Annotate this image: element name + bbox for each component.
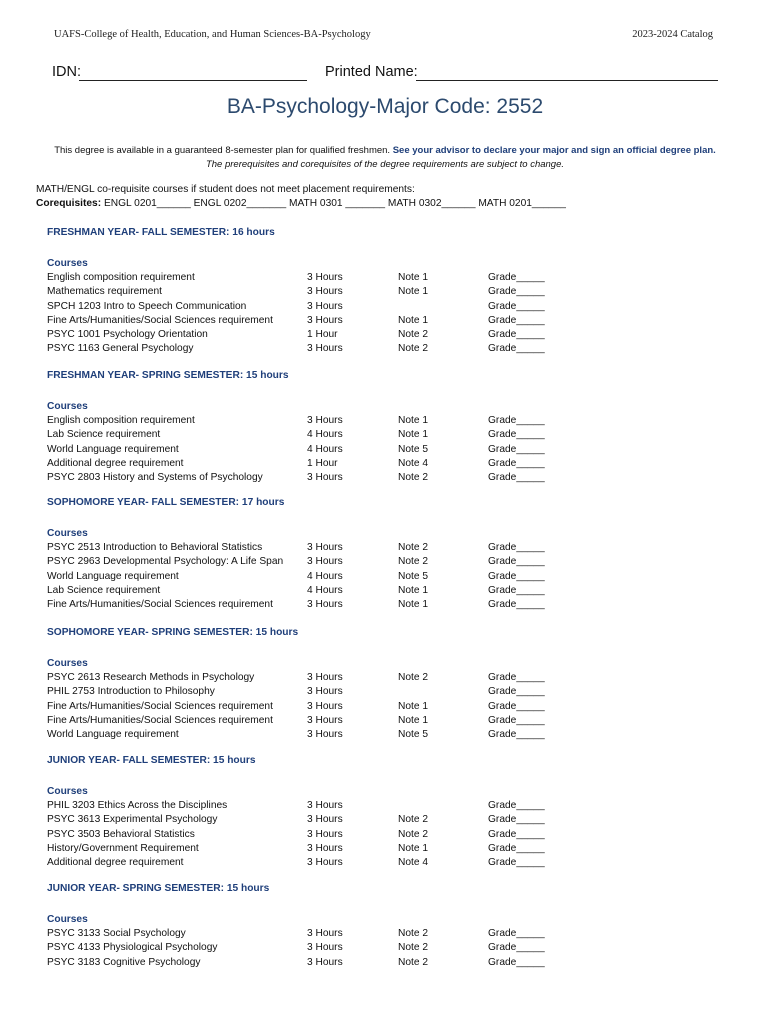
- course-grade-field[interactable]: Grade_____: [488, 343, 545, 355]
- course-grade-field[interactable]: Grade_____: [488, 686, 545, 698]
- corequisites-block: [36, 183, 566, 211]
- course-name: SPCH 1203 Intro to Speech Communication: [47, 300, 247, 312]
- course-name: Fine Arts/Humanities/Social Sciences requirement: [47, 599, 273, 611]
- course-note: Note 2: [398, 343, 429, 355]
- course-grade-field[interactable]: Grade_____: [488, 556, 545, 568]
- course-row: [47, 598, 747, 612]
- course-name: World Language requirement: [47, 729, 179, 741]
- course-hours: 3 Hours: [307, 599, 343, 611]
- course-name: PSYC 1001 Psychology Orientation: [47, 329, 208, 341]
- course-hours: 3 Hours: [307, 314, 343, 326]
- course-hours: 3 Hours: [307, 729, 343, 741]
- course-grade-field[interactable]: Grade_____: [488, 700, 545, 712]
- course-grade-field[interactable]: Grade_____: [488, 800, 545, 811]
- course-row: [47, 457, 747, 471]
- course-grade-field[interactable]: Grade_____: [488, 956, 545, 968]
- course-hours: 3 Hours: [307, 928, 343, 939]
- course-name: Mathematics requirement: [47, 286, 162, 298]
- course-note: Note 2: [398, 828, 429, 840]
- catalog-header-program: UAFS-College of Health, Education, and Human Sciences-BA-Psychology: [54, 29, 371, 40]
- course-row: [47, 714, 747, 728]
- course-note: Note 5: [398, 443, 429, 455]
- course-grade-field[interactable]: Grade_____: [488, 942, 545, 954]
- semester-title: FRESHMAN YEAR- SPRING SEMESTER: 15 hours: [47, 370, 289, 381]
- course-note: Note 2: [398, 928, 429, 939]
- printed-name-field-line[interactable]: [416, 80, 718, 81]
- page-title: BA-Psychology-Major Code: 2552: [226, 95, 544, 118]
- intro-disclaimer: The prerequisites and corequisites of the degree requirements are subject to change.: [205, 159, 565, 170]
- course-hours: 3 Hours: [307, 700, 343, 712]
- course-row: [47, 285, 747, 299]
- course-note: Note 2: [398, 672, 429, 683]
- semester-title: JUNIOR YEAR- SPRING SEMESTER: 15 hours: [47, 883, 270, 894]
- course-row: [47, 728, 747, 742]
- course-row: [47, 842, 747, 856]
- course-hours: 3 Hours: [307, 686, 343, 698]
- semester-block: [47, 627, 747, 742]
- course-note: Note 1: [398, 314, 429, 326]
- course-row: [47, 700, 747, 714]
- course-note: Note 1: [398, 842, 429, 854]
- course-name: Additional degree requirement: [47, 857, 184, 869]
- course-name: PSYC 4133 Physiological Psychology: [47, 942, 218, 954]
- course-hours: 3 Hours: [307, 415, 343, 426]
- course-hours: 3 Hours: [307, 842, 343, 854]
- course-name: Fine Arts/Humanities/Social Sciences requirement: [47, 714, 273, 726]
- course-name: History/Government Requirement: [47, 842, 199, 854]
- course-note: Note 1: [398, 429, 429, 441]
- course-row: [47, 956, 747, 970]
- course-note: Note 5: [398, 570, 429, 582]
- coreq-intro: MATH/ENGL co-requisite courses if student does not meet placement requirements:: [36, 184, 415, 195]
- courses-heading: Courses: [47, 658, 88, 669]
- intro-text: [0, 144, 770, 172]
- course-row: [47, 927, 747, 941]
- course-note: Note 2: [398, 556, 429, 568]
- course-name: PSYC 3503 Behavioral Statistics: [47, 828, 195, 840]
- course-name: PSYC 1163 General Psychology: [47, 343, 194, 355]
- course-grade-field[interactable]: Grade_____: [488, 842, 545, 854]
- course-hours: 3 Hours: [307, 857, 343, 869]
- course-note: Note 2: [398, 942, 429, 954]
- course-grade-field[interactable]: Grade_____: [488, 443, 545, 455]
- course-row: [47, 541, 747, 555]
- course-row: [47, 342, 747, 356]
- course-grade-field[interactable]: Grade_____: [488, 272, 545, 283]
- course-grade-field[interactable]: Grade_____: [488, 415, 545, 426]
- course-grade-field[interactable]: Grade_____: [488, 429, 545, 441]
- course-grade-field[interactable]: Grade_____: [488, 542, 545, 553]
- course-note: Note 1: [398, 584, 429, 596]
- courses-heading: Courses: [47, 914, 88, 925]
- course-row: [47, 856, 747, 870]
- course-hours: 4 Hours: [307, 570, 343, 582]
- course-hours: 3 Hours: [307, 556, 343, 568]
- course-hours: 3 Hours: [307, 956, 343, 968]
- course-hours: 3 Hours: [307, 828, 343, 840]
- idn-label: IDN:: [52, 64, 81, 80]
- courses-heading: Courses: [47, 401, 88, 412]
- course-hours: 4 Hours: [307, 443, 343, 455]
- course-row: [47, 471, 747, 485]
- semester-block: [47, 883, 747, 970]
- course-note: Note 2: [398, 329, 429, 341]
- course-grade-field[interactable]: Grade_____: [488, 472, 545, 484]
- course-row: [47, 570, 747, 584]
- course-row: [47, 300, 747, 314]
- semester-title: JUNIOR YEAR- FALL SEMESTER: 15 hours: [47, 755, 256, 766]
- course-row: [47, 555, 747, 569]
- course-name: Fine Arts/Humanities/Social Sciences requirement: [47, 314, 273, 326]
- course-hours: 3 Hours: [307, 300, 343, 312]
- course-hours: 3 Hours: [307, 472, 343, 484]
- course-name: English composition requirement: [47, 272, 195, 283]
- course-note: Note 4: [398, 457, 429, 469]
- course-grade-field[interactable]: Grade_____: [488, 857, 545, 869]
- course-row: [47, 685, 747, 699]
- course-grade-field[interactable]: Grade_____: [488, 928, 545, 939]
- semester-block: [47, 755, 747, 870]
- course-hours: 4 Hours: [307, 584, 343, 596]
- course-row: [47, 799, 747, 813]
- course-row: [47, 328, 747, 342]
- course-note: Note 1: [398, 714, 429, 726]
- course-note: Note 4: [398, 857, 429, 869]
- courses-heading: Courses: [47, 528, 88, 539]
- course-grade-field[interactable]: Grade_____: [488, 828, 545, 840]
- course-hours: 1 Hour: [307, 457, 338, 469]
- course-name: PSYC 2613 Research Methods in Psychology: [47, 672, 255, 683]
- course-grade-field[interactable]: Grade_____: [488, 599, 545, 611]
- semester-title: SOPHOMORE YEAR- FALL SEMESTER: 17 hours: [47, 497, 285, 508]
- course-row: [47, 314, 747, 328]
- semester-title: FRESHMAN YEAR- FALL SEMESTER: 16 hours: [47, 227, 275, 238]
- intro-advisor-note: See your advisor to declare your major and sign an official degree plan.: [392, 145, 716, 156]
- course-name: PSYC 2803 History and Systems of Psychology: [47, 472, 263, 484]
- course-row: [47, 443, 747, 457]
- printed-name-label: Printed Name:: [325, 64, 418, 80]
- course-hours: 4 Hours: [307, 429, 343, 441]
- course-name: PSYC 3183 Cognitive Psychology: [47, 956, 201, 968]
- course-hours: 3 Hours: [307, 800, 343, 811]
- course-name: PSYC 2513 Introduction to Behavioral Statistics: [47, 542, 263, 553]
- course-note: Note 2: [398, 472, 429, 484]
- course-note: Note 2: [398, 956, 429, 968]
- course-name: Lab Science requirement: [47, 584, 161, 596]
- course-row: [47, 428, 747, 442]
- course-name: Additional degree requirement: [47, 457, 184, 469]
- idn-field-line[interactable]: [79, 80, 307, 81]
- course-grade-field[interactable]: Grade_____: [488, 584, 545, 596]
- course-row: [47, 414, 747, 428]
- course-grade-field[interactable]: Grade_____: [488, 714, 545, 726]
- courses-heading: Courses: [47, 786, 88, 797]
- course-note: Note 1: [398, 415, 429, 426]
- course-note: Note 1: [398, 272, 429, 283]
- semester-block: [47, 497, 747, 612]
- course-grade-field[interactable]: Grade_____: [488, 729, 545, 741]
- course-name: PSYC 3613 Experimental Psychology: [47, 814, 218, 826]
- course-name: World Language requirement: [47, 443, 179, 455]
- course-grade-field[interactable]: Grade_____: [488, 814, 545, 826]
- course-row: [47, 584, 747, 598]
- course-hours: 3 Hours: [307, 542, 343, 553]
- course-row: [47, 941, 747, 955]
- course-name: World Language requirement: [47, 570, 179, 582]
- course-note: Note 1: [398, 700, 429, 712]
- semester-title: SOPHOMORE YEAR- SPRING SEMESTER: 15 hours: [47, 627, 299, 638]
- course-row: [47, 828, 747, 842]
- course-hours: 3 Hours: [307, 672, 343, 683]
- course-note: Note 2: [398, 814, 429, 826]
- course-row: [47, 271, 747, 285]
- course-name: PHIL 2753 Introduction to Philosophy: [47, 686, 215, 698]
- course-name: PSYC 2963 Developmental Psychology: A Life Span: [47, 556, 284, 568]
- course-grade-field[interactable]: Grade_____: [488, 314, 545, 326]
- id-row: [52, 64, 720, 84]
- course-name: PSYC 3133 Social Psychology: [47, 928, 186, 939]
- course-hours: 3 Hours: [307, 272, 343, 283]
- course-hours: 1 Hour: [307, 329, 338, 341]
- course-grade-field[interactable]: Grade_____: [488, 570, 545, 582]
- course-row: [47, 671, 747, 685]
- coreq-items: ENGL 0201______ ENGL 0202_______ MATH 0301 _______ MATH 0302______ MATH 0201______: [103, 198, 566, 209]
- semester-block: [47, 227, 747, 357]
- course-hours: 3 Hours: [307, 343, 343, 355]
- course-grade-field[interactable]: Grade_____: [488, 300, 545, 312]
- course-note: Note 2: [398, 542, 429, 553]
- course-grade-field[interactable]: Grade_____: [488, 672, 545, 683]
- course-name: PHIL 3203 Ethics Across the Disciplines: [47, 800, 228, 811]
- course-hours: 3 Hours: [307, 286, 343, 298]
- course-note: Note 1: [398, 286, 429, 298]
- course-note: Note 5: [398, 729, 429, 741]
- course-hours: 3 Hours: [307, 942, 343, 954]
- course-grade-field[interactable]: Grade_____: [488, 457, 545, 469]
- course-row: [47, 813, 747, 827]
- catalog-header-year: 2023-2024 Catalog: [632, 29, 713, 40]
- course-hours: 3 Hours: [307, 714, 343, 726]
- course-hours: 3 Hours: [307, 814, 343, 826]
- courses-heading: Courses: [47, 258, 88, 269]
- course-name: English composition requirement: [47, 415, 195, 426]
- course-name: Lab Science requirement: [47, 429, 161, 441]
- intro-plain: This degree is available in a guaranteed 8-semester plan for qualified freshmen.: [54, 145, 393, 156]
- course-note: Note 1: [398, 599, 429, 611]
- course-name: Fine Arts/Humanities/Social Sciences requirement: [47, 700, 273, 712]
- semester-block: [47, 370, 747, 485]
- coreq-label: Corequisites:: [36, 198, 102, 209]
- course-grade-field[interactable]: Grade_____: [488, 329, 545, 341]
- course-grade-field[interactable]: Grade_____: [488, 286, 545, 298]
